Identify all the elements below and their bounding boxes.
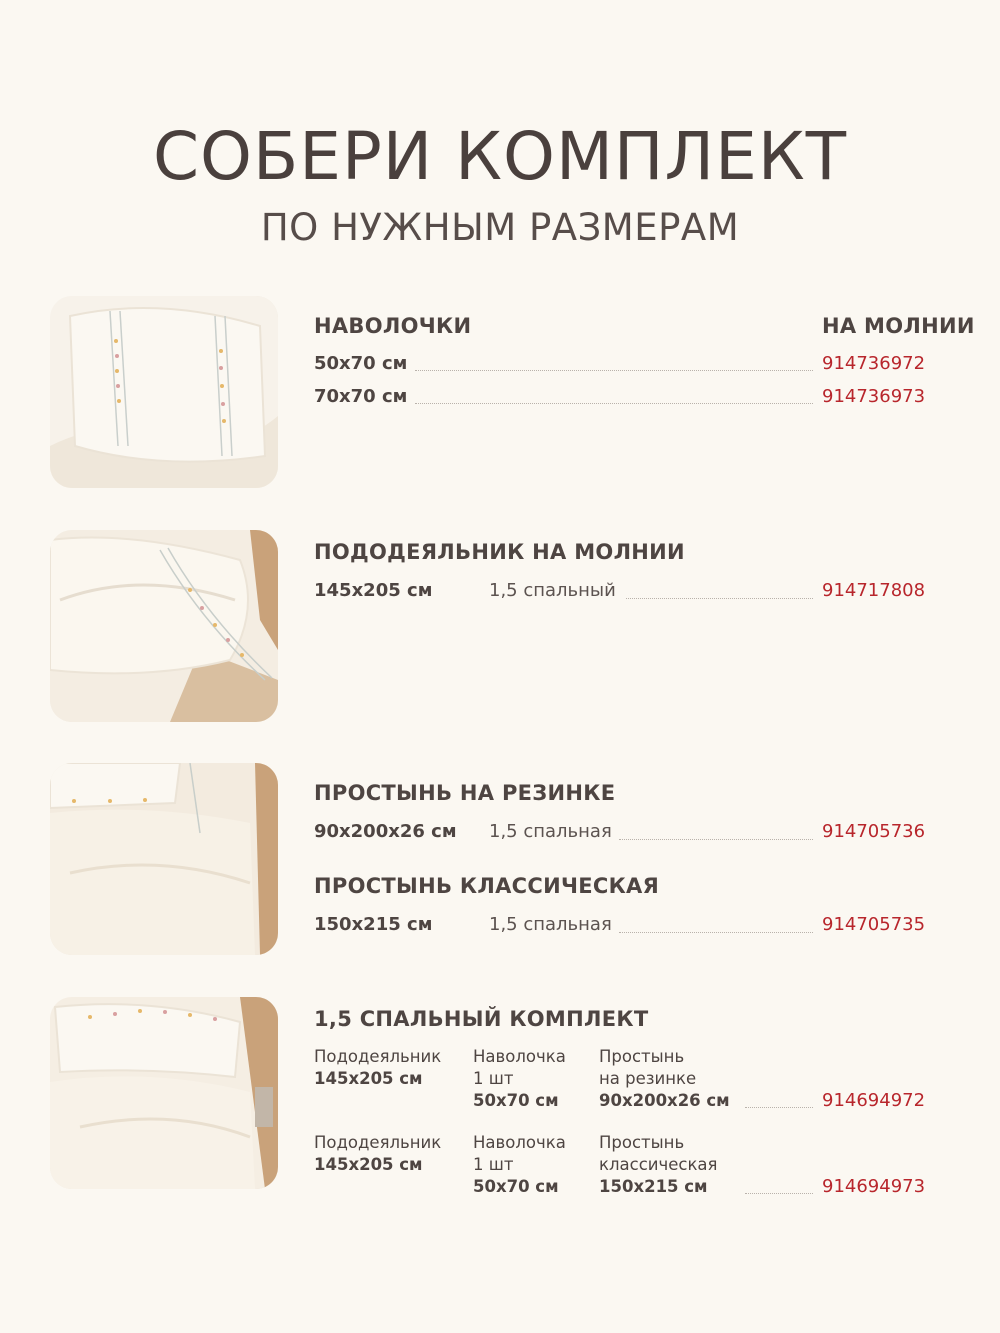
duvet-size: 145х205 см — [314, 580, 433, 601]
dotted-leader — [626, 598, 813, 599]
set-duvet-size: 145х205 см — [314, 1069, 423, 1088]
pillowcase-size: 50х70 см — [314, 353, 408, 374]
set-pillow-column — [473, 1046, 566, 1112]
set-sheet-size: 90х200х26 см — [599, 1091, 730, 1110]
pillowcase-code[interactable]: 914736973 — [822, 386, 926, 407]
bedding-set-photo — [50, 997, 278, 1189]
duvet-photo — [50, 530, 278, 722]
zipper-column-label: НА МОЛНИИ — [822, 314, 975, 338]
duvet-heading: ПОДОДЕЯЛЬНИК НА МОЛНИИ — [314, 540, 685, 564]
set-pillow-size: 50х70 см — [473, 1177, 559, 1196]
set-sheet-label: Простынь — [599, 1133, 685, 1152]
duvet-code[interactable]: 914717808 — [822, 580, 926, 601]
set-duvet-column — [314, 1046, 441, 1090]
dotted-leader — [619, 839, 813, 840]
set-pillow-qty: 1 шт — [473, 1069, 514, 1088]
classic-sheet-heading: ПРОСТЫНЬ КЛАССИЧЕСКАЯ — [314, 874, 660, 898]
classic-sheet-size: 150х215 см — [314, 914, 433, 935]
pillowcases-heading: НАВОЛОЧКИ — [314, 314, 472, 338]
set-heading: 1,5 СПАЛЬНЫЙ КОМПЛЕКТ — [314, 1007, 649, 1031]
set-sheet-column — [599, 1046, 730, 1112]
fitted-sheet-type: 1,5 спальная — [489, 821, 612, 842]
pillowcase-size: 70х70 см — [314, 386, 408, 407]
duvet-type: 1,5 спальный — [489, 580, 616, 601]
dotted-leader — [415, 370, 813, 371]
set-code[interactable]: 914694972 — [822, 1090, 926, 1111]
page-subtitle: ПО НУЖНЫМ РАЗМЕРАМ — [260, 206, 740, 249]
classic-sheet-type: 1,5 спальная — [489, 914, 612, 935]
set-pillow-column — [473, 1132, 566, 1198]
fitted-sheet-code[interactable]: 914705736 — [822, 821, 926, 842]
set-sheet-type: классическая — [599, 1155, 718, 1174]
dotted-leader — [745, 1193, 813, 1194]
set-sheet-size: 150х215 см — [599, 1177, 708, 1196]
set-duvet-size: 145х205 см — [314, 1155, 423, 1174]
set-sheet-type: на резинке — [599, 1069, 697, 1088]
set-sheet-column — [599, 1132, 717, 1198]
set-duvet-column — [314, 1132, 441, 1176]
dotted-leader — [415, 403, 813, 404]
set-duvet-label: Пододеяльник — [314, 1133, 442, 1152]
set-pillow-label: Наволочка — [473, 1133, 566, 1152]
pillowcase-code[interactable]: 914736972 — [822, 353, 926, 374]
set-code[interactable]: 914694973 — [822, 1176, 926, 1197]
page-title: СОБЕРИ КОМПЛЕКТ — [152, 118, 848, 195]
set-pillow-label: Наволочка — [473, 1047, 566, 1066]
set-duvet-label: Пододеяльник — [314, 1047, 442, 1066]
dotted-leader — [745, 1107, 813, 1108]
set-pillow-size: 50х70 см — [473, 1091, 559, 1110]
pillowcase-photo — [50, 296, 278, 488]
fitted-sheet-size: 90х200х26 см — [314, 821, 457, 842]
set-sheet-label: Простынь — [599, 1047, 685, 1066]
set-pillow-qty: 1 шт — [473, 1155, 514, 1174]
dotted-leader — [619, 932, 813, 933]
sheet-photo — [50, 763, 278, 955]
classic-sheet-code[interactable]: 914705735 — [822, 914, 926, 935]
fitted-sheet-heading: ПРОСТЫНЬ НА РЕЗИНКЕ — [314, 781, 616, 805]
